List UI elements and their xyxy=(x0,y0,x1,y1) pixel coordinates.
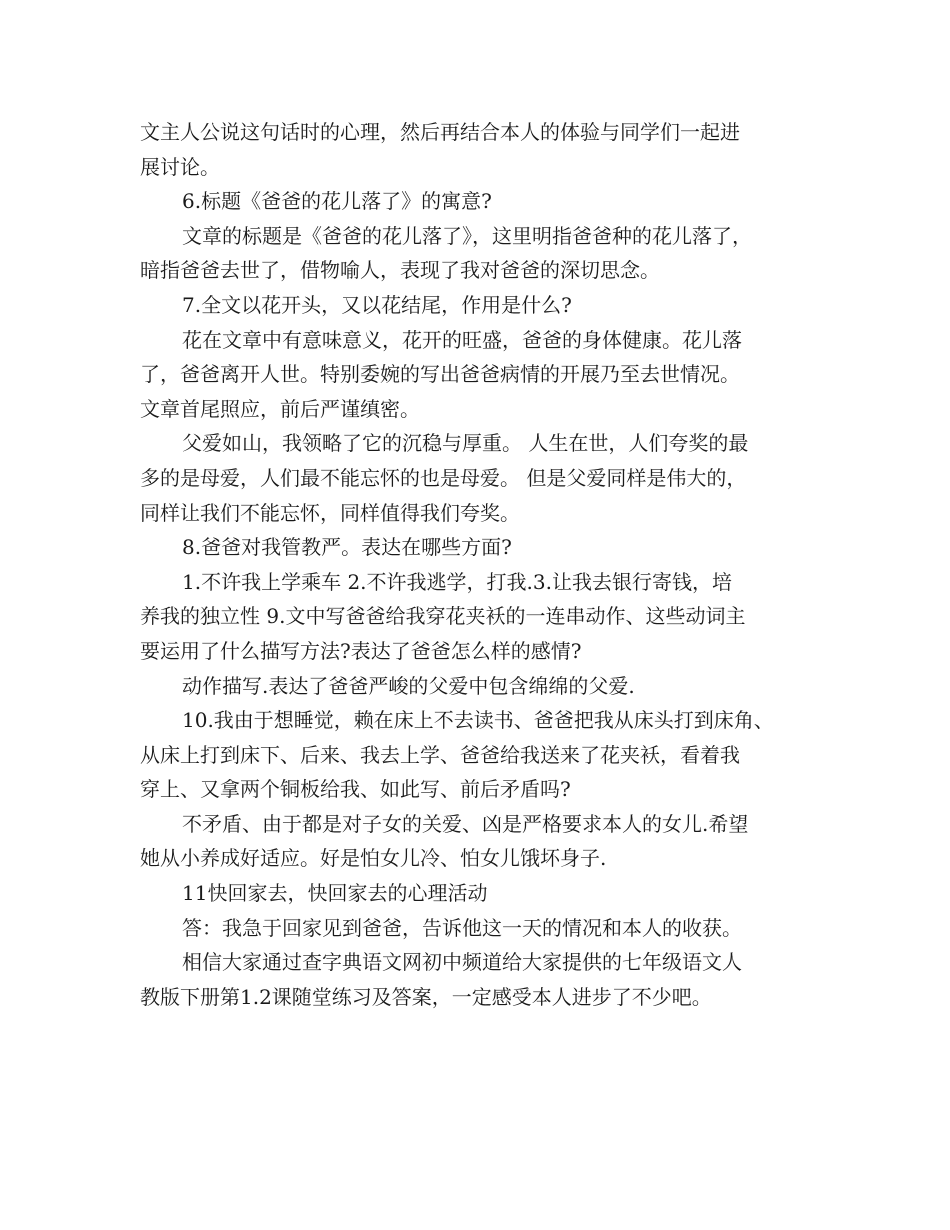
text-line: 教版下册第1.2课随堂练习及答案，一定感受本人进步了不少吧。 xyxy=(140,984,712,1009)
text-line: 父爱如山，我领略了它的沉稳与厚重。 人生在世，人们夸奖的最 xyxy=(182,431,749,456)
text-line: 10.我由于想睡觉，赖在床上不去读书、爸爸把我从床头打到床角、 xyxy=(182,708,774,733)
text-line: 暗指爸爸去世了，借物喻人，表现了我对爸爸的深切思念。 xyxy=(140,258,660,283)
text-line: 7.全文以花开头，又以花结尾，作用是什么? xyxy=(182,292,572,317)
text-line: 文章的标题是《爸爸的花儿落了》，这里明指爸爸种的花儿落了， xyxy=(182,223,752,248)
text-line: 她从小养成好适应。好是怕女儿冷、怕女儿饿坏身子. xyxy=(140,846,607,871)
text-line: 8.爸爸对我管教严。表达在哪些方面? xyxy=(182,535,512,560)
text-line: 6.标题《爸爸的花儿落了》的寓意? xyxy=(182,189,492,214)
text-line: 11快回家去，快回家去的心理活动 xyxy=(182,881,488,906)
text-line: 1.不许我上学乘车 2.不许我逃学，打我.3.让我去银行寄钱，培 xyxy=(182,569,732,594)
text-line: 穿上、又拿两个铜板给我、如此写、前后矛盾吗? xyxy=(140,777,571,802)
text-line: 花在文章中有意味意义，花开的旺盛，爸爸的身体健康。花儿落 xyxy=(182,327,742,352)
text-line: 答：我急于回家见到爸爸，告诉他这一天的情况和本人的收获。 xyxy=(182,915,742,940)
text-line: 文章首尾照应，前后严谨缜密。 xyxy=(140,396,420,421)
text-line: 了，爸爸离开人世。特别委婉的写出爸爸病情的开展乃至去世情况。 xyxy=(140,362,740,387)
text-line: 多的是母爱，人们最不能忘怀的也是母爱。 但是父爱同样是伟大的， xyxy=(140,465,747,490)
text-line: 相信大家通过查字典语文网初中频道给大家提供的七年级语文人 xyxy=(182,950,742,975)
text-line: 从床上打到床下、后来、我去上学、爸爸给我送来了花夹袄，看着我 xyxy=(140,742,740,767)
text-line: 同样让我们不能忘怀，同样值得我们夸奖。 xyxy=(140,500,520,525)
text-line: 动作描写.表达了爸爸严峻的父爱中包含绵绵的父爱. xyxy=(182,673,635,698)
text-line: 养我的独立性 9.文中写爸爸给我穿花夹袄的一连串动作、这些动词主 xyxy=(140,604,746,629)
text-line: 要运用了什么描写方法?表达了爸爸怎么样的感情? xyxy=(140,638,582,663)
text-line: 不矛盾、由于都是对子女的关爱、凶是严格要求本人的女儿.希望 xyxy=(182,811,749,836)
text-line: 文主人公说这句话时的心理，然后再结合本人的体验与同学们一起进 xyxy=(140,120,740,144)
text-line: 展讨论。 xyxy=(140,154,220,179)
document-body xyxy=(140,115,820,1014)
